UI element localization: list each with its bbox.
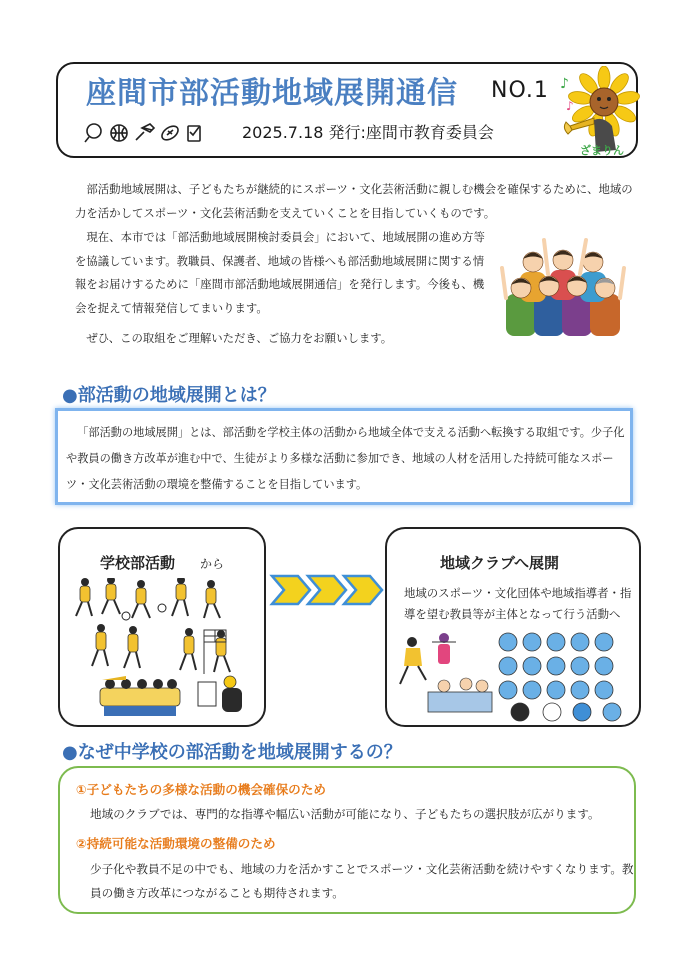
badminton-icon bbox=[136, 124, 154, 140]
office-workers-icon bbox=[428, 678, 492, 712]
reason-1-title: ①子どもたちの多様な活動の機会確保のため bbox=[76, 782, 326, 797]
svg-text:♪: ♪ bbox=[560, 76, 569, 92]
community-club-description: 地域のスポーツ・文化団体や地域指導者・指導を望む教員等が主体となって行う活動へ bbox=[404, 586, 632, 621]
cheering-crowd-illustration bbox=[500, 232, 628, 342]
mascot-sunflower-icon bbox=[556, 66, 640, 158]
chevron-right-icon bbox=[272, 576, 310, 604]
reason-1-body: 地域のクラブでは、専門的な指導や幅広い活動が可能になり、子どもたちの選択肢が広がります。 bbox=[90, 807, 600, 821]
reason-2-title: ②持続可能な活動環境の整備のため bbox=[76, 836, 276, 851]
school-club-illustration bbox=[66, 578, 262, 726]
basketball-icon bbox=[111, 125, 127, 141]
note-icon bbox=[188, 126, 200, 141]
svg-text:♪: ♪ bbox=[566, 99, 574, 113]
community-club-title: 地域クラブ bbox=[440, 554, 516, 572]
crowd-people-icon bbox=[502, 240, 624, 336]
definition-text: 「部活動の地域展開」とは、部活動を学校主体の活動から地域全体で支える活動へ転換する取組です。少子化や教員の働き方改革が進む中で、生徒がより多様な活動に参加でき、地域の人材を活用した持続可能なスポーツ・文化芸術活動の環境を整備することを目指しています。 bbox=[66, 426, 625, 491]
chevron-right-icon bbox=[344, 576, 382, 604]
sports-icons-row bbox=[84, 122, 208, 144]
community-club-illustration bbox=[392, 628, 632, 724]
section-heading-what-is: ●部活動の地域展開とは？ bbox=[62, 385, 276, 406]
school-club-title: 学校部活動 bbox=[100, 554, 176, 572]
intro-paragraph-2: 現在、本市では「部活動地域展開検討委員会」において、地域展開の進め方等を協議しています。教職員、保護者、地域の皆様へも部活動地域展開に関する情報をお届けするために「座間市部活動地域展開通信」を発行します。今後も、機会を捉えて情報発信してまいります。 bbox=[75, 230, 485, 315]
activity-icons-grid bbox=[499, 633, 621, 721]
issue-number: NO.1 bbox=[491, 78, 549, 103]
band-performer-icon bbox=[432, 633, 456, 664]
date-publisher bbox=[242, 120, 494, 143]
mascot-label: ざまりん bbox=[580, 144, 624, 157]
flow-arrows bbox=[268, 572, 386, 608]
intro-paragraph-1: 部活動地域展開は、子どもたちが継続的にスポーツ・文化芸術活動に親しむ機会を確保するために、地域の力を活かしてスポーツ・文化芸術活動を支えていくことを目指していくものです。 bbox=[75, 182, 633, 220]
page-title: 座間市部活動地域展開通信 bbox=[86, 76, 458, 111]
rugby-ball-icon bbox=[159, 123, 180, 142]
dancer-icon bbox=[400, 637, 426, 684]
section-heading-why: ●なぜ中学校の部活動を地域展開するの？ bbox=[62, 742, 402, 763]
chevron-right-icon bbox=[308, 576, 346, 604]
intro-paragraph-3: ぜひ、この取組をご理解いただき、ご協力をお願いします。 bbox=[86, 331, 393, 345]
publisher: 発行:座間市教育委員会 bbox=[328, 123, 494, 142]
school-club-suffix: から bbox=[200, 557, 225, 571]
painter-icon bbox=[198, 676, 242, 712]
issue-date: 2025.7.18 bbox=[242, 123, 324, 142]
reason-2-body: 少子化や教員不足の中でも、地域の力を活かすことでスポーツ・文化芸術活動を続けやすくなります。教員の働き方改革につながることも期待されます。 bbox=[90, 862, 634, 900]
community-club-suffix: へ展開 bbox=[514, 554, 560, 572]
brass-band-icon bbox=[100, 676, 180, 716]
table-tennis-icon bbox=[85, 124, 101, 142]
athletes-icon bbox=[76, 578, 230, 672]
